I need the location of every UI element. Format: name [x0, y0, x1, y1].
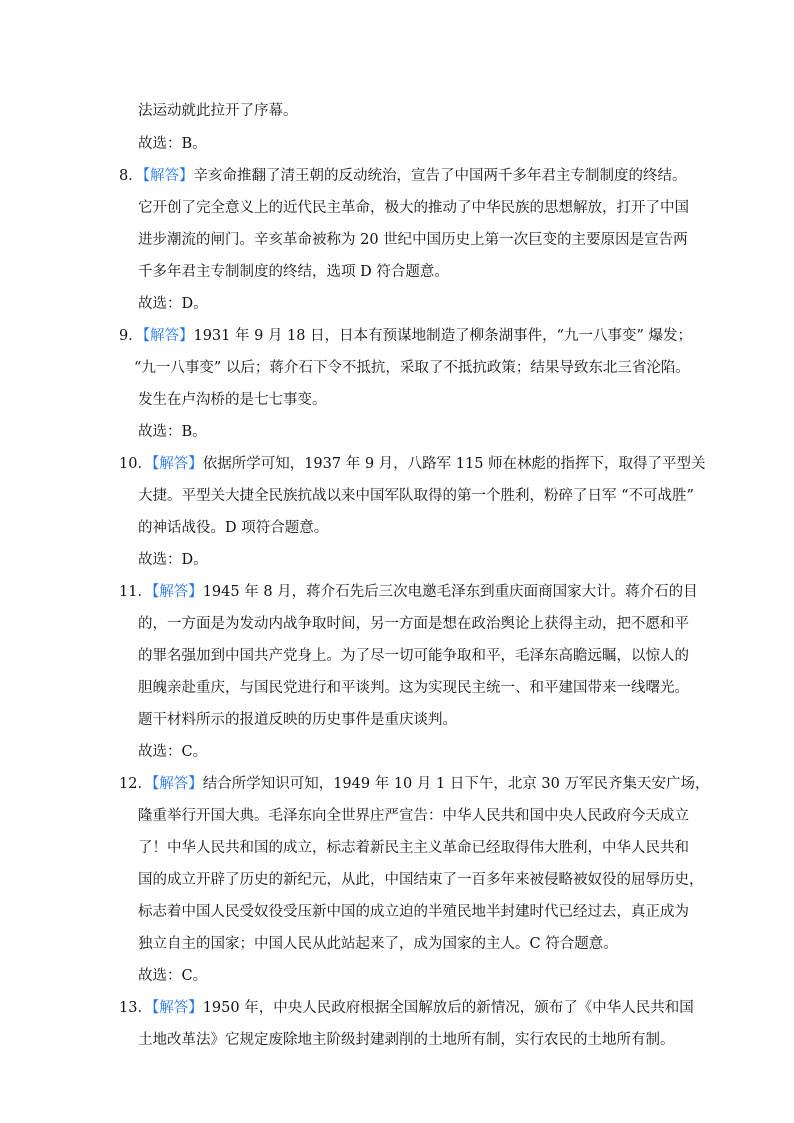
question-13: 13．【解答】1950 年，中央人民政府根据全国解放后的新情况，颁布了《中华人民共和国 [119, 1000, 694, 1016]
text-line: 独立自主的国家；中国人民从此站起来了，成为国家的主人。C 符合题意。 [138, 936, 618, 952]
text-line: 的罪名强加到中国共产党身上。为了尽一切可能争取和平，毛泽东高瞻远瞩，以惊人的 [138, 648, 689, 664]
answer-line: 故选：C。 [138, 744, 208, 760]
question-number: 12． [119, 776, 152, 792]
question-9: 9．【解答】1931 年 9 月 18 日，日本有预谋地制造了柳条湖事件，“九一八事变” 爆发； [119, 328, 693, 344]
text-line: 它开创了完全意义上的近代民主革命，极大的推动了中华民族的思想解放，打开了中国 [138, 200, 689, 216]
question-10: 10．【解答】依据所学可知，1937 年 9 月，八路军 115 师在林彪的指挥下，取得了平型关 [119, 456, 706, 472]
answer-tag: 【解答】 [151, 584, 203, 600]
answer-tag: 【解答】 [151, 776, 203, 792]
question-8: 8．【解答】辛亥命推翻了清王朝的反动统治，宣告了中国两千多年君主专制制度的终结。 [119, 168, 687, 184]
question-12: 12．【解答】结合所学知识可知，1949 年 10 月 1 日下午，北京 30 万军民齐集天安广场， [119, 776, 710, 792]
text-line: 发生在卢沟桥的是七七事变。 [138, 392, 327, 408]
answer-line: 故选：D。 [138, 296, 208, 312]
answer-line: 故选：B。 [138, 424, 207, 440]
text-line: 标志着中国人民受奴役受压新中国的成立迫的半殖民地半封建时代已经过去，真正成为 [138, 904, 689, 920]
answer-tag: 【解答】 [142, 168, 194, 184]
answer-tag: 【解答】 [151, 1000, 203, 1016]
answer-line: 故选：D。 [138, 552, 208, 568]
text-line: 法运动就此拉开了序幕。 [138, 103, 298, 119]
question-number: 11． [119, 584, 152, 600]
text-line: 的，一方面是为发动内战争取时间，另一方面是想在政治舆论上获得主动，把不愿和平 [138, 616, 689, 632]
question-number: 10． [119, 456, 152, 472]
text-line: 题干材料所示的报道反映的历史事件是重庆谈判。 [138, 712, 457, 728]
answer-tag: 【解答】 [142, 328, 194, 344]
text-line: 了！中华人民共和国的成立，标志着新民主主义革命已经取得伟大胜利，中华人民共和 [138, 840, 689, 856]
text-line: 的神话战役。D 项符合题意。 [138, 520, 329, 536]
text-line: 胆魄亲赴重庆，与国民党进行和平谈判。这为实现民主统一、和平建国带来一线曙光。 [138, 680, 689, 696]
text-line: 土地改革法》它规定废除地主阶级封建剥削的土地所有制，实行农民的土地所有制。 [138, 1032, 675, 1048]
answer-line: 故选：C。 [138, 968, 208, 984]
text-line: 隆重举行开国大典。毛泽东向全世界庄严宣告：中华人民共和国中央人民政府今天成立 [138, 808, 689, 824]
question-number: 8． [119, 168, 143, 184]
text-line: 大捷。平型关大捷全民族抗战以来中国军队取得的第一个胜利，粉碎了日军 “不可战胜” [138, 488, 694, 504]
answer-tag: 【解答】 [151, 456, 203, 472]
text-line: 进步潮流的闸门。辛亥革命被称为 20 世纪中国历史上第一次巨变的主要原因是宣告两 [138, 232, 688, 248]
question-number: 13． [119, 1000, 152, 1016]
question-11: 11．【解答】1945 年 8 月，蒋介石先后三次电邀毛泽东到重庆面商国家大计。蒋介石的目 [119, 584, 698, 600]
answer-line: 故选：B。 [138, 136, 207, 152]
text-line: 国的成立开辟了历史的新纪元，从此，中国结束了一百多年来被侵略被奴役的屈辱历史， [138, 872, 704, 888]
text-line: 千多年君主专制制度的终结，选项 D 符合题意。 [138, 264, 449, 280]
text-line: “九一八事变” 以后；蒋介石下令不抵抗，采取了不抵抗政策；结果导致东北三省沦陷。 [134, 360, 690, 376]
question-number: 9． [119, 328, 143, 344]
